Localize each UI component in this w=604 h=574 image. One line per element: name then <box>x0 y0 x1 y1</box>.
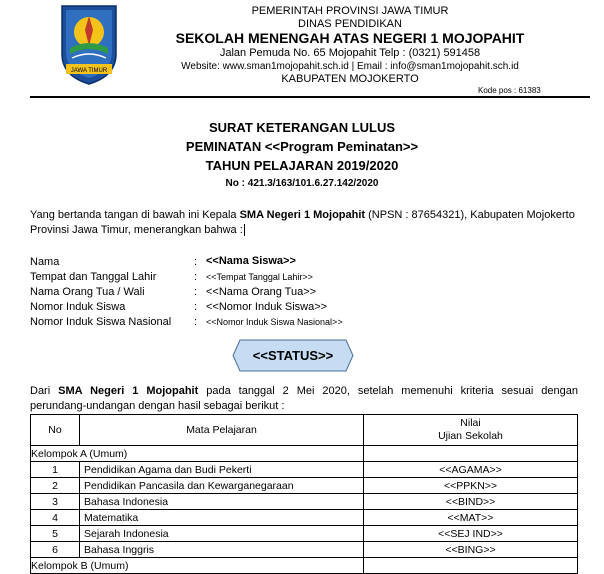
field-value-name: <<Nama Siswa>> <box>206 255 296 267</box>
row-subject: Pendidikan Agama dan Budi Pekerti <box>80 462 364 478</box>
field-sep: : <box>194 316 198 328</box>
row-no: 5 <box>31 526 80 542</box>
letter-number: No : 421.3/163/101.6.27.142/2020 <box>225 178 379 189</box>
row-subject: Matematika <box>80 510 364 526</box>
result-line1 <box>30 385 578 397</box>
table-row <box>31 526 578 542</box>
header-subject: Mata Pelajaran <box>80 415 364 446</box>
header-no: No <box>31 415 80 446</box>
table-row <box>31 494 578 510</box>
header-score <box>364 415 578 446</box>
field-sep: : <box>194 286 198 298</box>
table-row <box>31 478 578 494</box>
intro-text-a: Yang bertanda tangan di bawah ini Kepala <box>30 209 240 221</box>
field-value-parent: <<Nama Orang Tua>> <box>206 286 317 298</box>
row-subject: Bahasa Indonesia <box>80 494 364 510</box>
row-score: <<BING>> <box>364 542 578 558</box>
header-divider <box>30 96 590 98</box>
intro-school: SMA Negeri 1 Mojopahit <box>239 209 366 221</box>
field-sep: : <box>194 301 198 313</box>
row-no: 2 <box>31 478 80 494</box>
regency: KABUPATEN MOJOKERTO <box>281 73 419 85</box>
field-value-birth: <<Tempat Tanggal Lahir>> <box>206 272 313 282</box>
group-a-label: Kelompok A (Umum) <box>31 446 364 462</box>
header-score-line1: Nilai <box>460 417 481 429</box>
school-address: Jalan Pemuda No. 65 Mojopahit Telp : (0321) 591458 <box>219 47 481 59</box>
header-line1: PEMERINTAH PROVINSI JAWA TIMUR <box>251 5 449 17</box>
field-label-name: Nama <box>30 256 60 268</box>
table-row <box>31 462 578 478</box>
table-header <box>31 415 578 446</box>
result-school: SMA Negeri 1 Mojopahit <box>58 385 199 397</box>
field-label-parent: Nama Orang Tua / Wali <box>30 286 145 298</box>
school-website: Website: www.sman1mojopahit.sch.id | Email : info@sman1mojopahit.sch.id <box>181 61 519 72</box>
field-label-birth: Tempat dan Tanggal Lahir <box>30 271 157 283</box>
row-score: <<BIND>> <box>364 494 578 510</box>
row-score: <<PPKN>> <box>364 478 578 494</box>
intro-line1 <box>30 209 575 221</box>
row-subject: Sejarah Indonesia <box>80 526 364 542</box>
field-sep: : <box>194 271 198 283</box>
row-subject: Pendidikan Pancasila dan Kewarganegaraan <box>80 478 364 494</box>
intro-line2 <box>30 224 245 236</box>
logo-text: JAWA TIMUR <box>70 68 108 74</box>
group-row <box>31 446 578 462</box>
field-label-nis: Nomor Induk Siswa <box>30 301 126 313</box>
header-line2: DINAS PENDIDIKAN <box>298 18 402 30</box>
row-no: 3 <box>31 494 80 510</box>
postcode: Kode pos : 61383 <box>478 86 541 95</box>
row-no: 4 <box>31 510 80 526</box>
group-row <box>31 558 578 574</box>
field-label-nisn: Nomor Induk Siswa Nasional <box>30 316 172 328</box>
intro-text-c: Provinsi Jawa Timur, menerangkan bahwa : <box>30 224 243 236</box>
status-label: <<STATUS>> <box>252 348 334 363</box>
school-name: SEKOLAH MENENGAH ATAS NEGERI 1 MOJOPAHIT <box>175 30 525 46</box>
row-subject: Bahasa Inggris <box>80 542 364 558</box>
result-text-a: Dari <box>30 385 59 397</box>
provincial-logo <box>56 2 122 86</box>
grades-table <box>30 414 578 574</box>
row-score: <<AGAMA>> <box>364 462 578 478</box>
group-b-label: Kelompok B (Umum) <box>31 558 364 574</box>
result-line2: perundang-undangan dengan hasil sebagai berikut : <box>30 400 285 412</box>
field-sep: : <box>194 256 198 268</box>
table-row <box>31 510 578 526</box>
field-value-nis: <<Nomor Induk Siswa>> <box>206 301 328 313</box>
title-line3: TAHUN PELAJARAN 2019/2020 <box>205 158 399 173</box>
result-text-b: pada tanggal 2 Mei 2020, setelah memenuhi kriteria sesuai dengan <box>198 385 578 397</box>
intro-text-b: (NPSN : 87654321), Kabupaten Mojokerto <box>365 209 575 221</box>
row-no: 1 <box>31 462 80 478</box>
title-line2: PEMINATAN <<Program Peminatan>> <box>185 139 419 154</box>
row-score: <<MAT>> <box>364 510 578 526</box>
title-line1: SURAT KETERANGAN LULUS <box>208 120 396 135</box>
row-no: 6 <box>31 542 80 558</box>
header-score-line2: Ujian Sekolah <box>438 430 503 442</box>
text-cursor <box>244 224 245 236</box>
row-score: <<SEJ IND>> <box>364 526 578 542</box>
field-value-nisn: <<Nomor Induk Siswa Nasional>> <box>206 317 343 327</box>
table-row <box>31 542 578 558</box>
